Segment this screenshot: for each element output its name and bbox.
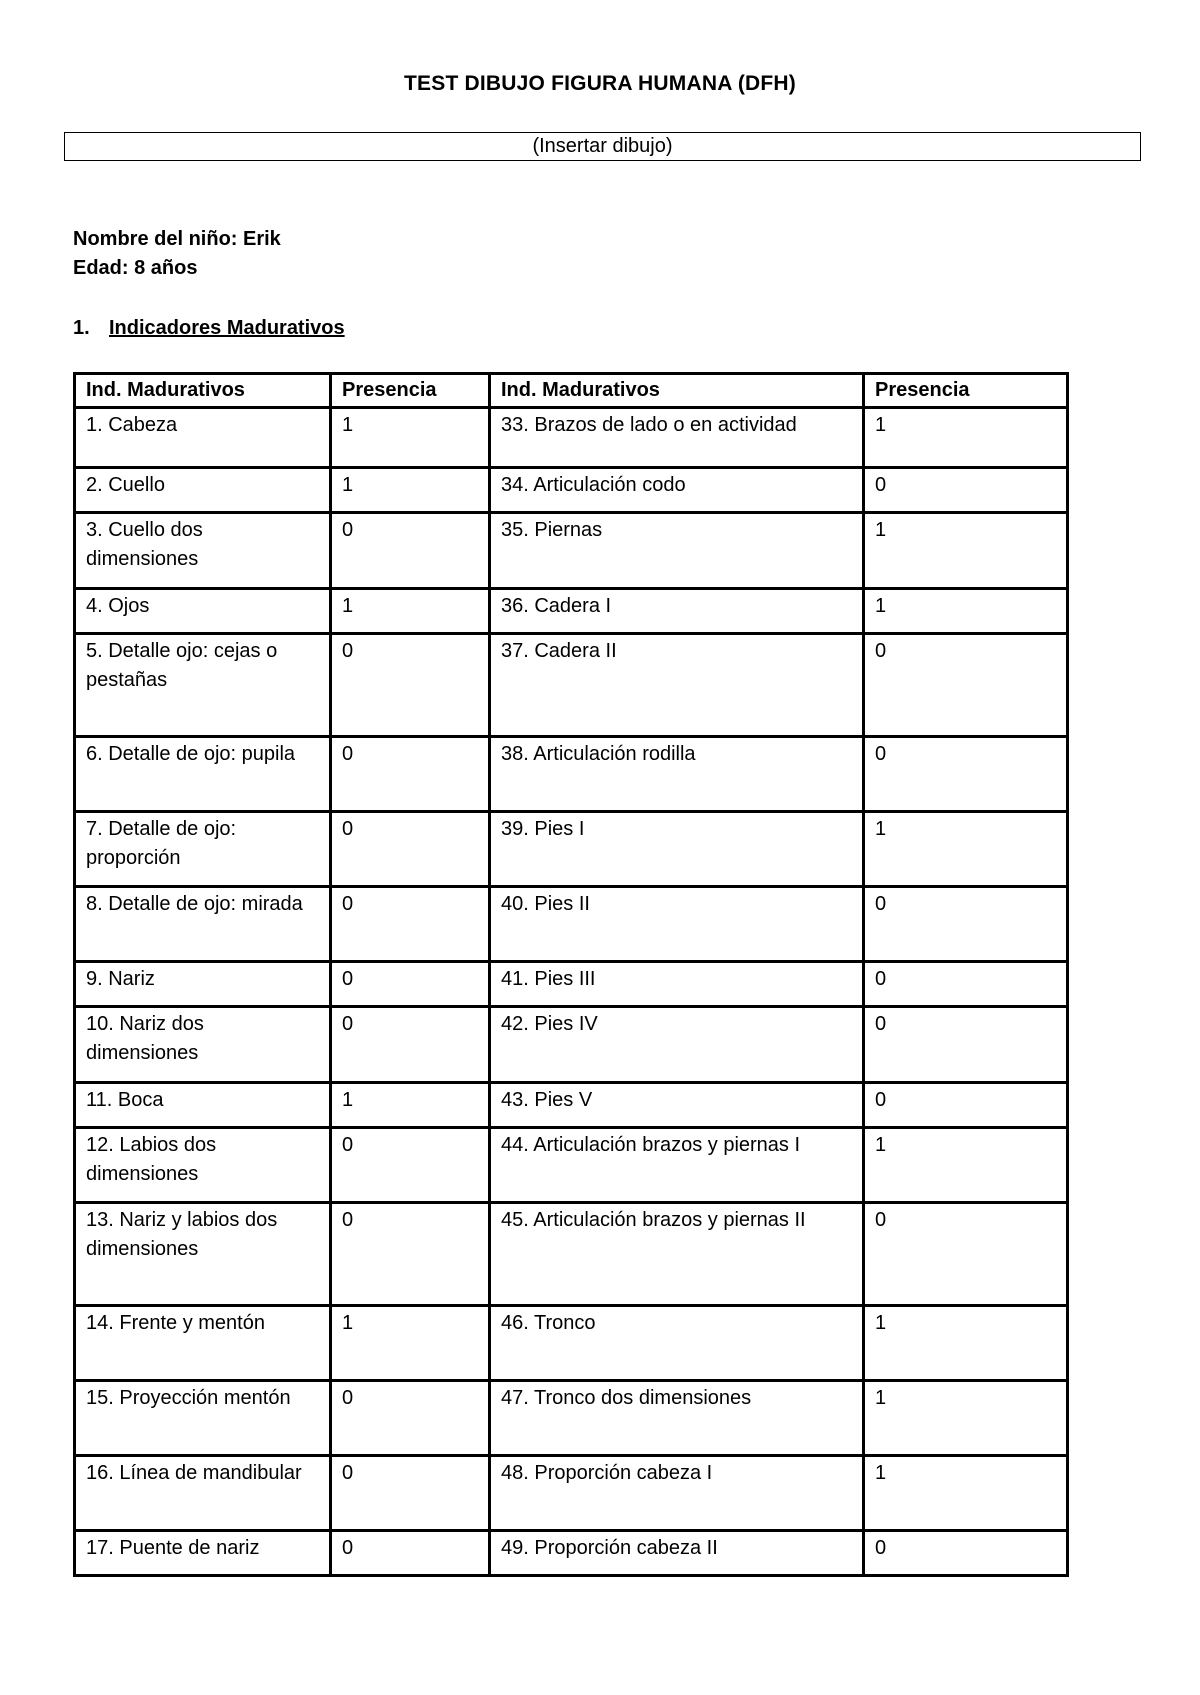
indicator-cell: 37. Cadera II — [490, 634, 864, 737]
presence-cell: 0 — [331, 812, 490, 887]
table-body — [75, 408, 1068, 1576]
indicator-cell: 45. Articulación brazos y piernas II — [490, 1203, 864, 1306]
indicator-cell: 11. Boca — [75, 1083, 331, 1128]
drawing-placeholder-box[interactable] — [64, 132, 1141, 161]
indicator-cell: 43. Pies V — [490, 1083, 864, 1128]
column-header: Ind. Madurativos — [490, 374, 864, 408]
child-name: Nombre del niño: Erik — [73, 228, 281, 250]
presence-cell: 0 — [331, 1381, 490, 1456]
indicator-cell: 8. Detalle de ojo: mirada — [75, 887, 331, 962]
document-title: TEST DIBUJO FIGURA HUMANA (DFH) — [404, 72, 796, 95]
table-row — [75, 408, 1068, 468]
indicator-cell: 1. Cabeza — [75, 408, 331, 468]
presence-cell: 0 — [331, 1007, 490, 1083]
indicator-cell: 16. Línea de mandibular — [75, 1456, 331, 1531]
indicator-cell: 48. Proporción cabeza I — [490, 1456, 864, 1531]
indicator-cell: 39. Pies I — [490, 812, 864, 887]
indicator-cell: 17. Puente de nariz — [75, 1531, 331, 1576]
presence-cell: 0 — [864, 1531, 1068, 1576]
table-header-row — [75, 374, 1068, 408]
presence-cell: 1 — [864, 1456, 1068, 1531]
presence-cell: 0 — [864, 887, 1068, 962]
indicator-cell: 15. Proyección mentón — [75, 1381, 331, 1456]
table-row — [75, 1456, 1068, 1531]
indicator-cell: 42. Pies IV — [490, 1007, 864, 1083]
presence-cell: 0 — [331, 1456, 490, 1531]
presence-cell: 0 — [864, 1083, 1068, 1128]
table-row — [75, 737, 1068, 812]
indicator-cell: 35. Piernas — [490, 513, 864, 589]
presence-cell: 0 — [331, 513, 490, 589]
presence-cell: 0 — [331, 634, 490, 737]
table-row — [75, 962, 1068, 1007]
indicator-cell: 36. Cadera I — [490, 589, 864, 634]
presence-cell: 1 — [864, 1306, 1068, 1381]
presence-cell: 1 — [331, 408, 490, 468]
indicator-cell: 10. Nariz dos dimensiones — [75, 1007, 331, 1083]
presence-cell: 0 — [864, 634, 1068, 737]
indicator-cell: 7. Detalle de ojo: proporción — [75, 812, 331, 887]
presence-cell: 1 — [864, 513, 1068, 589]
table-row — [75, 1531, 1068, 1576]
table-row — [75, 1203, 1068, 1306]
indicator-cell: 33. Brazos de lado o en actividad — [490, 408, 864, 468]
presence-cell: 0 — [331, 1531, 490, 1576]
drawing-placeholder-label: (Insertar dibujo) — [532, 135, 673, 157]
table-row — [75, 812, 1068, 887]
presence-cell: 0 — [864, 737, 1068, 812]
indicator-cell: 44. Articulación brazos y piernas I — [490, 1128, 864, 1203]
indicator-cell: 38. Articulación rodilla — [490, 737, 864, 812]
table-row — [75, 1083, 1068, 1128]
indicator-cell: 3. Cuello dos dimensiones — [75, 513, 331, 589]
presence-cell: 0 — [331, 962, 490, 1007]
indicator-cell: 6. Detalle de ojo: pupila — [75, 737, 331, 812]
indicator-cell: 34. Articulación codo — [490, 468, 864, 513]
presence-cell: 1 — [864, 408, 1068, 468]
indicator-cell: 47. Tronco dos dimensiones — [490, 1381, 864, 1456]
presence-cell: 0 — [331, 887, 490, 962]
presence-cell: 0 — [864, 1203, 1068, 1306]
presence-cell: 1 — [331, 1083, 490, 1128]
table-row — [75, 1306, 1068, 1381]
presence-cell: 0 — [864, 1007, 1068, 1083]
presence-cell: 1 — [331, 589, 490, 634]
table-row — [75, 1381, 1068, 1456]
presence-cell: 1 — [864, 589, 1068, 634]
column-header: Presencia — [864, 374, 1068, 408]
indicator-cell: 2. Cuello — [75, 468, 331, 513]
presence-cell: 0 — [864, 962, 1068, 1007]
section-heading — [73, 317, 353, 340]
indicator-cell: 46. Tronco — [490, 1306, 864, 1381]
section-title: Indicadores Madurativos — [109, 317, 345, 339]
table-row — [75, 513, 1068, 589]
table-row — [75, 1128, 1068, 1203]
indicators-table — [73, 372, 1069, 1577]
presence-cell: 0 — [331, 1128, 490, 1203]
presence-cell: 1 — [331, 1306, 490, 1381]
indicator-cell: 12. Labios dos dimensiones — [75, 1128, 331, 1203]
indicator-cell: 9. Nariz — [75, 962, 331, 1007]
indicator-cell: 49. Proporción cabeza II — [490, 1531, 864, 1576]
table-row — [75, 887, 1068, 962]
presence-cell: 1 — [864, 1381, 1068, 1456]
section-number: 1. — [73, 317, 90, 339]
presence-cell: 1 — [864, 812, 1068, 887]
indicator-cell: 13. Nariz y labios dos dimensiones — [75, 1203, 331, 1306]
presence-cell: 1 — [864, 1128, 1068, 1203]
presence-cell: 0 — [331, 737, 490, 812]
presence-cell: 0 — [864, 468, 1068, 513]
indicator-cell: 41. Pies III — [490, 962, 864, 1007]
table-row — [75, 468, 1068, 513]
table-row — [75, 589, 1068, 634]
column-header: Presencia — [331, 374, 490, 408]
table-row — [75, 634, 1068, 737]
table-row — [75, 1007, 1068, 1083]
indicator-cell: 40. Pies II — [490, 887, 864, 962]
child-age: Edad: 8 años — [73, 257, 198, 279]
indicator-cell: 5. Detalle ojo: cejas o pestañas — [75, 634, 331, 737]
indicator-cell: 14. Frente y mentón — [75, 1306, 331, 1381]
column-header: Ind. Madurativos — [75, 374, 331, 408]
presence-cell: 1 — [331, 468, 490, 513]
presence-cell: 0 — [331, 1203, 490, 1306]
indicator-cell: 4. Ojos — [75, 589, 331, 634]
